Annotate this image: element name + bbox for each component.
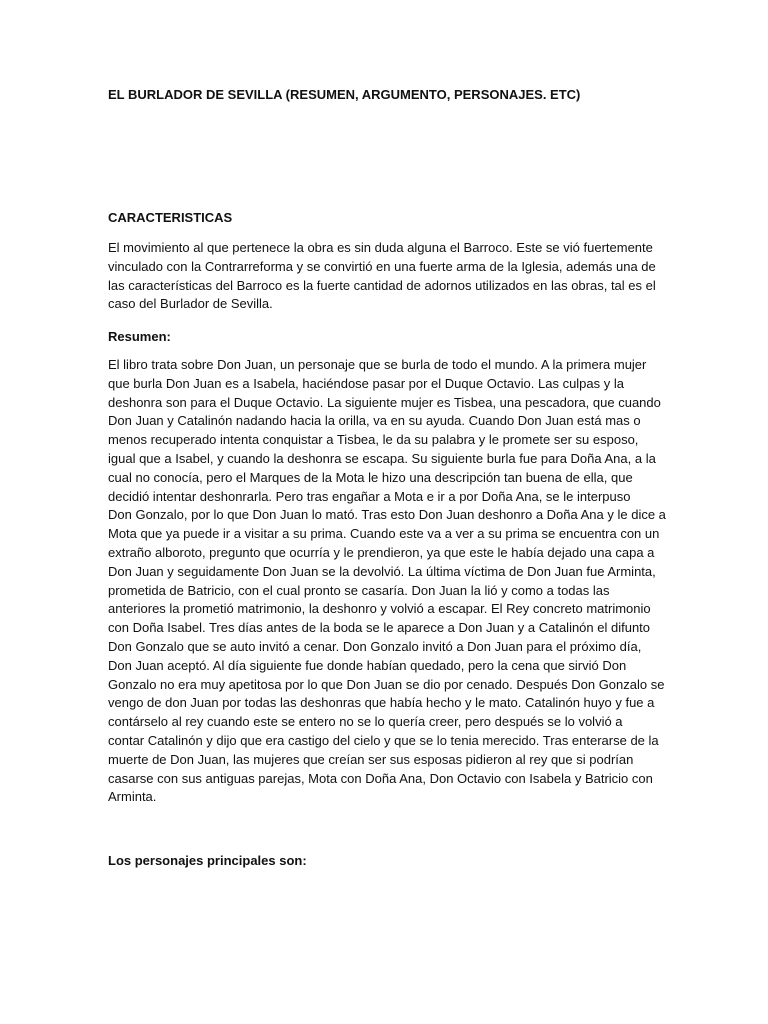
paragraph-line: Gonzalo no era muy apetitosa por lo que Don Juan se dio por cenado. Después Don Gonzalo se bbox=[108, 676, 665, 692]
caracteristicas-paragraph bbox=[108, 239, 661, 314]
paragraph-line: El movimiento al que pertenece la obra es sin duda alguna el Barroco. Este se vió fuertemente bbox=[108, 240, 653, 255]
paragraph-line: igual que a Isabel, y cuando la deshonra se escapa. Su siguiente burla fue para Doña Ana, a la bbox=[108, 450, 656, 466]
paragraph-line: contárselo al rey cuando este se entero no se lo quería creer, pero después se lo volvió a bbox=[108, 714, 623, 730]
paragraph-line: prometida de Batricio, con el cual pronto se casaría. Don Juan la lió y como a todas las bbox=[108, 582, 610, 598]
paragraph-line: cual no conocía, pero el Marques de la Mota le hizo una descripción tan buena de ella, que bbox=[108, 469, 633, 485]
paragraph-line: Don Juan y Catalinón nadando hacia la orilla, va en su ayuda. Cuando Don Juan está mas o bbox=[108, 413, 641, 429]
paragraph-line: decidió intentar deshonrarla. Pero tras engañar a Mota e ir a por Doña Ana, se le interpuso bbox=[108, 488, 631, 504]
resumen-paragraph bbox=[108, 356, 666, 807]
paragraph-line: Don Juan y seguidamente Don Juan se la devolvió. La última víctima de Don Juan fue Arminta, bbox=[108, 563, 656, 579]
paragraph-line: casarse con sus antiguas parejas, Mota con Doña Ana, Don Octavio con Isabela y Batricio con bbox=[108, 770, 653, 786]
paragraph-line: Don Gonzalo, por lo que Don Juan lo mató. Tras esto Don Juan deshonro a Doña Ana y le dice a bbox=[108, 507, 666, 523]
paragraph-line: El libro trata sobre Don Juan, un personaje que se burla de todo el mundo. A la primera mujer bbox=[108, 357, 647, 372]
paragraph-line: Don Juan aceptó. Al día siguiente fue donde habían quedado, pero la cena que sirvió Don bbox=[108, 657, 627, 673]
paragraph-line: vinculado con la Contrarreforma y se convirtió en una fuerte arma de la Iglesia, además una de bbox=[108, 258, 656, 274]
paragraph-line: Arminta. bbox=[108, 789, 157, 805]
section-heading-caracteristicas: CARACTERISTICAS bbox=[108, 210, 233, 225]
paragraph-line: con Doña Isabel. Tres días antes de la boda se le aparece a Don Juan y a Catalinón el difunto bbox=[108, 620, 651, 636]
paragraph-line: contar Catalinón y dijo que era castigo del cielo y que se lo tenia merecido. Tras enterarse de la bbox=[108, 732, 659, 748]
paragraph-line: muerte de Don Juan, las mujeres que creían ser sus esposas pidieron al rey que si podrían bbox=[108, 751, 634, 767]
paragraph-line: anteriores la prometió matrimonio, la deshonro y volvió a escapar. El Rey concreto matrimonio bbox=[108, 601, 651, 617]
paragraph-line: extraño alboroto, pregunto que ocurría y le prendieron, ya que este le había dejado una capa a bbox=[108, 544, 655, 560]
section-heading-resumen: Resumen: bbox=[108, 329, 171, 344]
paragraph-line: caso del Burlador de Sevilla. bbox=[108, 296, 273, 312]
paragraph-line: Don Gonzalo que se auto invitó a cenar. Don Gonzalo invitó a Don Juan para el próximo día, bbox=[108, 638, 642, 654]
paragraph-line: vengo de don Juan por todas las deshonras que había hecho y le mato. Catalinón huyo y fue a bbox=[108, 695, 655, 711]
paragraph-line: menos recuperado intenta conquistar a Tisbea, le da su palabra y le promete ser su esposo, bbox=[108, 432, 639, 448]
paragraph-line: que burla Don Juan es a Isabela, haciéndose pasar por el Duque Octavio. Las culpas y la bbox=[108, 375, 624, 391]
section-heading-personajes: Los personajes principales son: bbox=[108, 853, 307, 868]
document-title: EL BURLADOR DE SEVILLA (RESUMEN, ARGUMENTO, PERSONAJES. ETC) bbox=[108, 87, 581, 102]
paragraph-line: deshonra son para el Duque Octavio. La siguiente mujer es Tisbea, una pescadora, que cuando bbox=[108, 394, 661, 410]
paragraph-line: las características del Barroco es la fuerte cantidad de adornos utilizados en las obras, tal es el bbox=[108, 277, 656, 293]
paragraph-line: Mota que ya puede ir a visitar a su prima. Cuando este va a ver a su prima se encuentra con un bbox=[108, 526, 660, 542]
